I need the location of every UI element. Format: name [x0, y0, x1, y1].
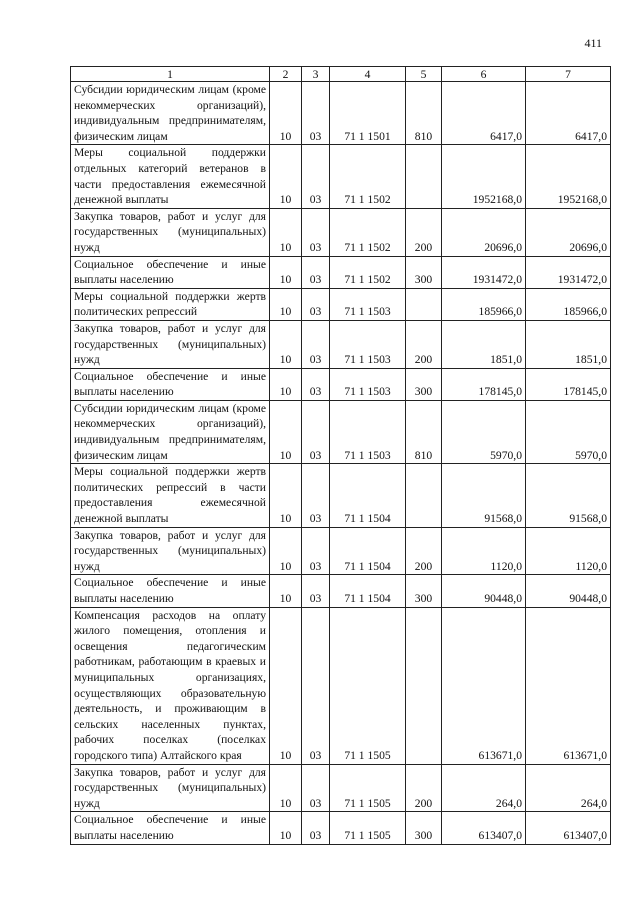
amount-cell: 6417,0 — [442, 82, 526, 145]
expense-type-cell: 200 — [406, 208, 442, 256]
section-code-cell: 10 — [270, 145, 302, 208]
expense-name-cell: Меры социальной поддержки жертв политических репрессий — [71, 288, 270, 320]
budget-table — [70, 66, 611, 845]
column-number-header-row — [71, 67, 611, 82]
target-article-cell: 71 1 1503 — [330, 320, 406, 368]
subsection-code-cell: 03 — [302, 256, 330, 288]
page-number: 411 — [584, 36, 602, 50]
target-article-cell: 71 1 1502 — [330, 208, 406, 256]
amount-cell: 178145,0 — [526, 368, 611, 400]
subsection-code-cell: 03 — [302, 208, 330, 256]
target-article-cell: 71 1 1505 — [330, 764, 406, 812]
amount-cell: 613671,0 — [442, 607, 526, 764]
subsection-code-cell: 03 — [302, 464, 330, 527]
target-article-cell: 71 1 1503 — [330, 288, 406, 320]
section-code-cell: 10 — [270, 527, 302, 575]
subsection-code-cell: 03 — [302, 368, 330, 400]
section-code-cell: 10 — [270, 464, 302, 527]
expense-type-cell — [406, 288, 442, 320]
section-code-cell: 10 — [270, 764, 302, 812]
expense-name-cell: Субсидии юридическим лицам (кроме некоммерческих организаций), индивидуальным предпринимателям, физическим лицам — [71, 400, 270, 463]
expense-name-cell: Компенсация расходов на оплату жилого помещения, отопления и освещения педагогическим работникам, работающим в краевых и муниципальных организациях, осуществляющих образовательную деятельность, и проживающим в сельских населенных пунктах, рабочих поселках (поселках городского типа) Алтайского края — [71, 607, 270, 764]
subsection-code-cell: 03 — [302, 575, 330, 607]
amount-cell: 20696,0 — [442, 208, 526, 256]
target-article-cell: 71 1 1504 — [330, 575, 406, 607]
amount-cell: 1952168,0 — [442, 145, 526, 208]
amount-cell: 1931472,0 — [442, 256, 526, 288]
expense-name-cell: Социальное обеспечение и иные выплаты населению — [71, 256, 270, 288]
expense-type-cell: 300 — [406, 575, 442, 607]
amount-cell: 613671,0 — [526, 607, 611, 764]
section-code-cell: 10 — [270, 82, 302, 145]
column-header: 7 — [526, 67, 611, 82]
table-row — [71, 256, 611, 288]
subsection-code-cell: 03 — [302, 607, 330, 764]
amount-cell: 90448,0 — [526, 575, 611, 607]
amount-cell: 90448,0 — [442, 575, 526, 607]
section-code-cell: 10 — [270, 812, 302, 844]
amount-cell: 613407,0 — [442, 812, 526, 844]
amount-cell: 264,0 — [526, 764, 611, 812]
amount-cell: 613407,0 — [526, 812, 611, 844]
amount-cell: 185966,0 — [526, 288, 611, 320]
section-code-cell: 10 — [270, 208, 302, 256]
amount-cell: 1120,0 — [526, 527, 611, 575]
amount-cell: 20696,0 — [526, 208, 611, 256]
expense-name-cell: Субсидии юридическим лицам (кроме некоммерческих организаций), индивидуальным предпринимателям, физическим лицам — [71, 82, 270, 145]
section-code-cell: 10 — [270, 575, 302, 607]
expense-name-cell: Закупка товаров, работ и услуг для государственных (муниципальных) нужд — [71, 320, 270, 368]
table-row — [71, 607, 611, 764]
subsection-code-cell: 03 — [302, 82, 330, 145]
target-article-cell: 71 1 1503 — [330, 400, 406, 463]
expense-type-cell: 200 — [406, 527, 442, 575]
amount-cell: 5970,0 — [526, 400, 611, 463]
column-header: 3 — [302, 67, 330, 82]
subsection-code-cell: 03 — [302, 400, 330, 463]
amount-cell: 1120,0 — [442, 527, 526, 575]
column-header: 5 — [406, 67, 442, 82]
target-article-cell: 71 1 1502 — [330, 256, 406, 288]
target-article-cell: 71 1 1504 — [330, 527, 406, 575]
table-row — [71, 764, 611, 812]
section-code-cell: 10 — [270, 400, 302, 463]
expense-type-cell: 200 — [406, 320, 442, 368]
amount-cell: 1952168,0 — [526, 145, 611, 208]
amount-cell: 91568,0 — [442, 464, 526, 527]
table-row — [71, 368, 611, 400]
amount-cell: 5970,0 — [442, 400, 526, 463]
expense-name-cell: Социальное обеспечение и иные выплаты населению — [71, 575, 270, 607]
column-header: 1 — [71, 67, 270, 82]
expense-type-cell: 300 — [406, 256, 442, 288]
target-article-cell: 71 1 1501 — [330, 82, 406, 145]
column-header: 6 — [442, 67, 526, 82]
expense-name-cell: Закупка товаров, работ и услуг для государственных (муниципальных) нужд — [71, 527, 270, 575]
subsection-code-cell: 03 — [302, 812, 330, 844]
target-article-cell: 71 1 1502 — [330, 145, 406, 208]
table-row — [71, 208, 611, 256]
target-article-cell: 71 1 1505 — [330, 812, 406, 844]
subsection-code-cell: 03 — [302, 288, 330, 320]
amount-cell: 178145,0 — [442, 368, 526, 400]
amount-cell: 6417,0 — [526, 82, 611, 145]
subsection-code-cell: 03 — [302, 527, 330, 575]
column-header: 2 — [270, 67, 302, 82]
section-code-cell: 10 — [270, 288, 302, 320]
table-row — [71, 575, 611, 607]
expense-type-cell: 200 — [406, 764, 442, 812]
target-article-cell: 71 1 1505 — [330, 607, 406, 764]
subsection-code-cell: 03 — [302, 764, 330, 812]
expense-name-cell: Закупка товаров, работ и услуг для государственных (муниципальных) нужд — [71, 764, 270, 812]
expense-type-cell — [406, 145, 442, 208]
subsection-code-cell: 03 — [302, 320, 330, 368]
amount-cell: 264,0 — [442, 764, 526, 812]
amount-cell: 1851,0 — [442, 320, 526, 368]
expense-name-cell: Закупка товаров, работ и услуг для государственных (муниципальных) нужд — [71, 208, 270, 256]
expense-type-cell — [406, 464, 442, 527]
table-row — [71, 320, 611, 368]
target-article-cell: 71 1 1504 — [330, 464, 406, 527]
expense-type-cell: 810 — [406, 400, 442, 463]
table-row — [71, 812, 611, 844]
table-row — [71, 527, 611, 575]
section-code-cell: 10 — [270, 607, 302, 764]
expense-type-cell: 810 — [406, 82, 442, 145]
table-row — [71, 82, 611, 145]
section-code-cell: 10 — [270, 256, 302, 288]
expense-type-cell: 300 — [406, 812, 442, 844]
expense-name-cell: Меры социальной поддержки отдельных категорий ветеранов в части предоставления ежемесячной денежной выплаты — [71, 145, 270, 208]
amount-cell: 185966,0 — [442, 288, 526, 320]
expense-name-cell: Социальное обеспечение и иные выплаты населению — [71, 368, 270, 400]
section-code-cell: 10 — [270, 368, 302, 400]
table-row — [71, 288, 611, 320]
table-row — [71, 400, 611, 463]
amount-cell: 1931472,0 — [526, 256, 611, 288]
subsection-code-cell: 03 — [302, 145, 330, 208]
expense-type-cell — [406, 607, 442, 764]
amount-cell: 91568,0 — [526, 464, 611, 527]
table-body — [71, 82, 611, 845]
section-code-cell: 10 — [270, 320, 302, 368]
column-header: 4 — [330, 67, 406, 82]
expense-type-cell: 300 — [406, 368, 442, 400]
expense-name-cell: Меры социальной поддержки жертв политических репрессий в части предоставления ежемесячной денежной выплаты — [71, 464, 270, 527]
table-row — [71, 145, 611, 208]
amount-cell: 1851,0 — [526, 320, 611, 368]
table-row — [71, 464, 611, 527]
target-article-cell: 71 1 1503 — [330, 368, 406, 400]
expense-name-cell: Социальное обеспечение и иные выплаты населению — [71, 812, 270, 844]
